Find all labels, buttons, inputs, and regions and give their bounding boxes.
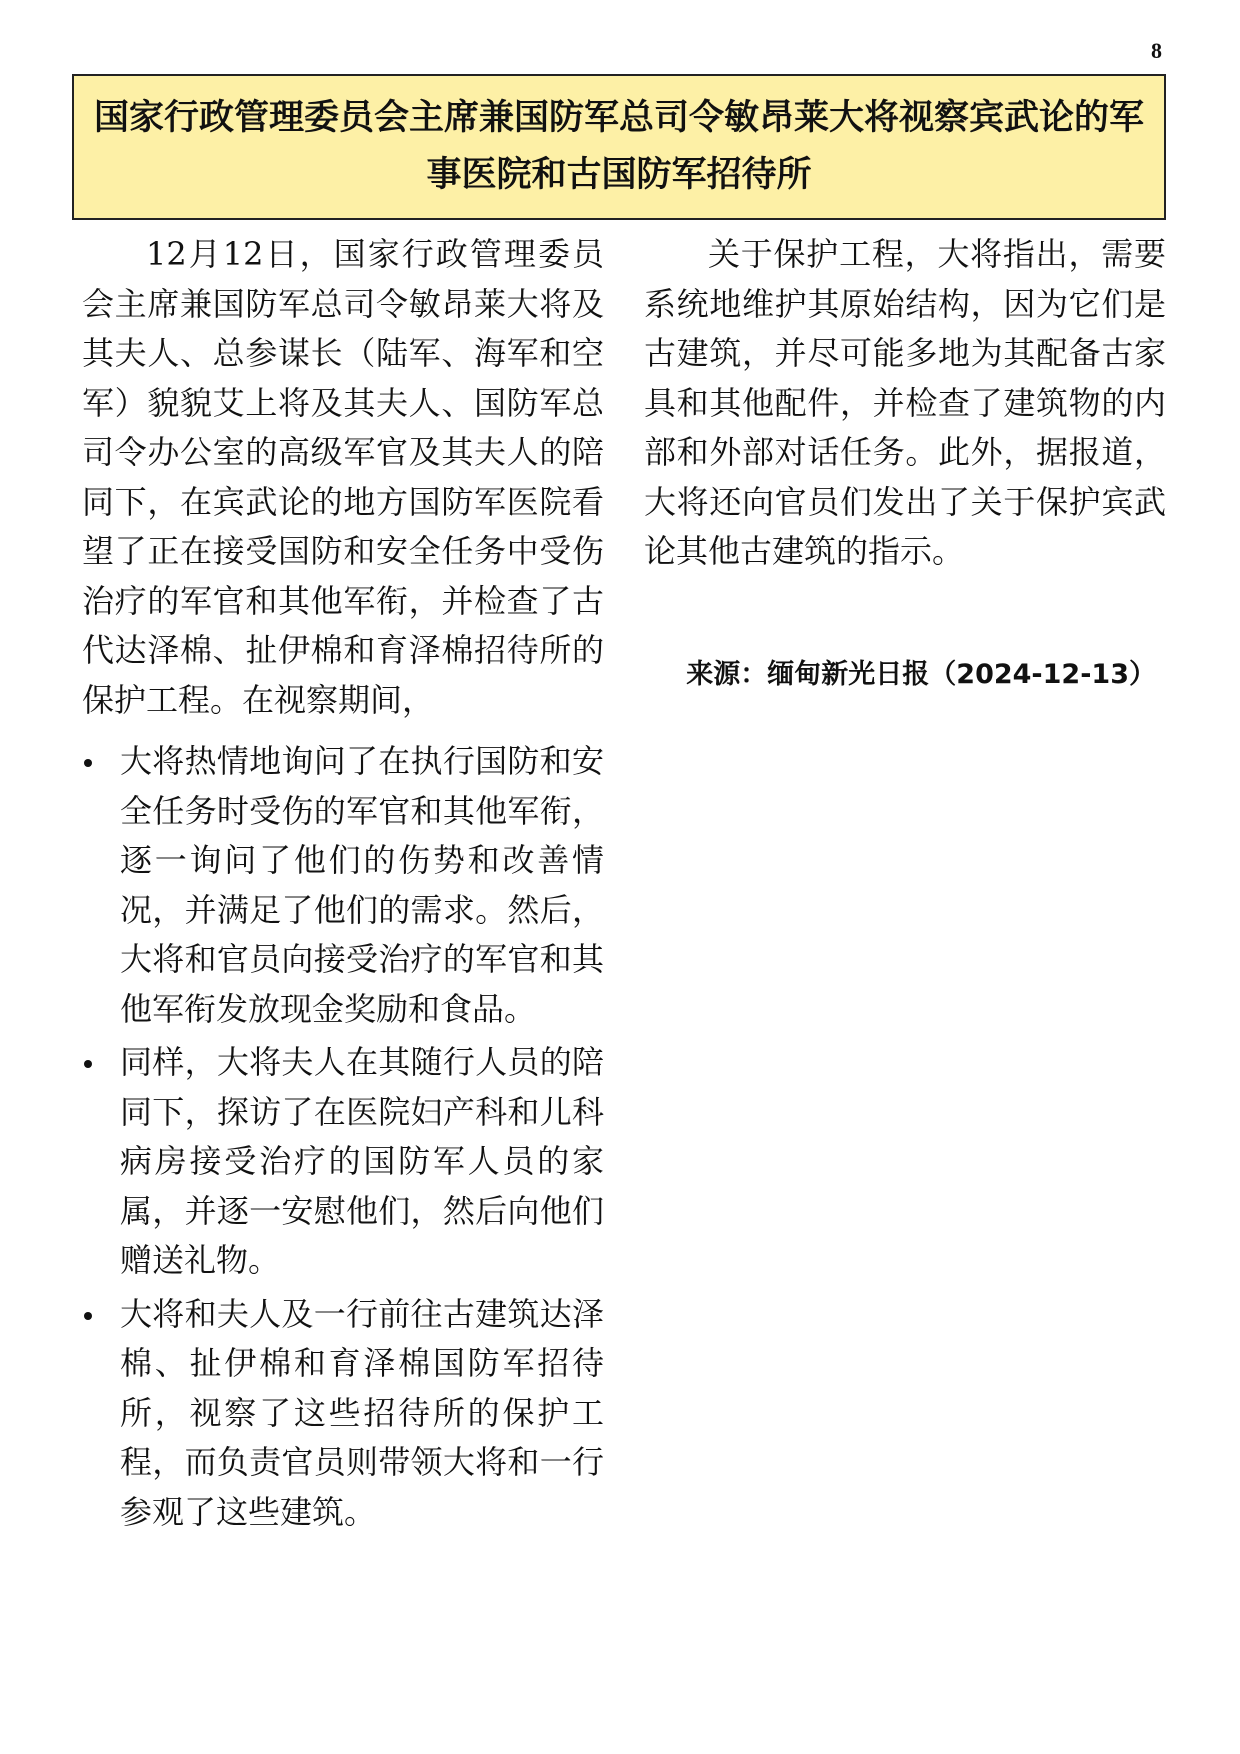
bullet-item [82,1290,604,1538]
article-title: 国家行政管理委员会主席兼国防军总司令敏昂莱大将视察宾武论的军事医院和古国防军招待所 [93,98,1144,195]
bullet-list [82,737,604,1537]
intro-paragraph: 12月12日，国家行政管理委员会主席兼国防军总司令敏昂莱大将及其夫人、总参谋长（陆军、海军和空军）貌貌艾上将及其夫人、国防军总司令办公室的高级军官及其夫人的陪同下，在宾武论的地方国防军医院看望了正在接受国防和安全任务中受伤治疗的军官和其他军衔，并检查了古代达泽棉、扯伊棉和育泽棉招待所的保护工程。在视察期间， [82,235,604,719]
bullet-item [82,737,604,1034]
bullet-item [82,1038,604,1286]
right-column [644,230,1166,695]
left-column [82,230,604,1541]
page-number: 8 [1151,38,1162,63]
bullet-text: 同样，大将夫人在其随行人员的陪同下，探访了在医院妇产科和儿科病房接受治疗的国防军人员的家属，并逐一安慰他们，然后向他们赠送礼物。 [120,1043,604,1279]
right-paragraph: 关于保护工程，大将指出，需要系统地维护其原始结构，因为它们是古建筑，并尽可能多地为其配备古家具和其他配件，并检查了建筑物的内部和外部对话任务。此外，据报道，大将还向官员们发出了关于保护宾武论其他古建筑的指示。 [644,235,1166,570]
source-line: 来源：缅甸新光日报（2024-12-13） [686,658,1156,690]
bullet-text: 大将热情地询问了在执行国防和安全任务时受伤的军官和其他军衔，逐一询问了他们的伤势和改善情况，并满足了他们的需求。然后，大将和官员向接受治疗的军官和其他军衔发放现金奖励和食品。 [120,742,604,1028]
bullet-dot-icon [84,759,92,767]
bullet-dot-icon [84,1312,92,1320]
bullet-text: 大将和夫人及一行前往古建筑达泽棉、扯伊棉和育泽棉国防军招待所，视察了这些招待所的保护工程，而负责官员则带领大将和一行参观了这些建筑。 [120,1294,604,1531]
bullet-dot-icon [84,1060,92,1068]
article-title-box [72,74,1166,220]
